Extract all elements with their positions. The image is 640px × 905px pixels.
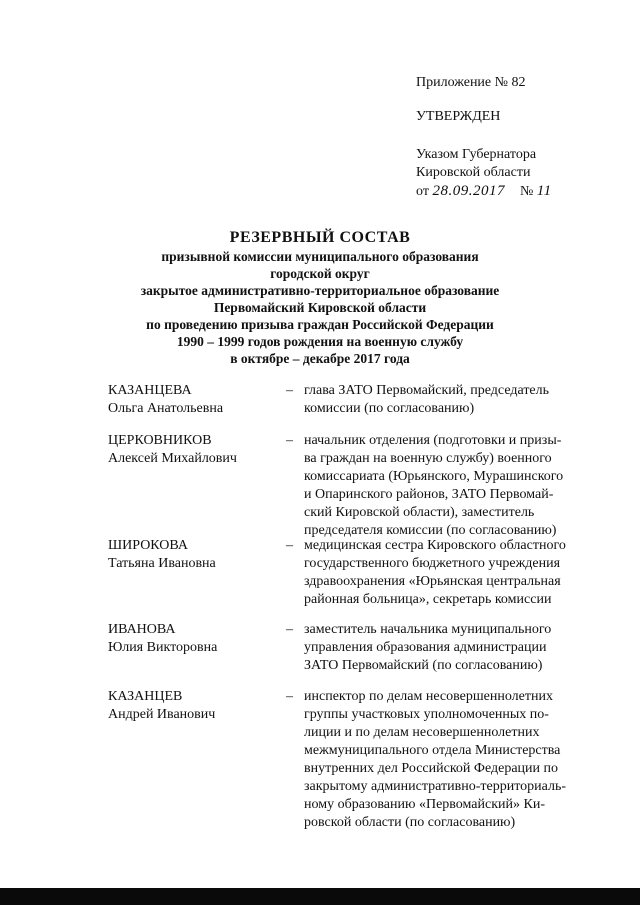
role-line: ский Кировской области), заместитель [304, 505, 535, 520]
member-role [304, 621, 640, 675]
member-given-name: Андрей Иванович [108, 707, 216, 722]
member-surname: КАЗАНЦЕВА [108, 383, 192, 398]
member-given-name: Ольга Анатольевна [108, 401, 224, 416]
role-line: государственного бюджетного учреждения [304, 556, 561, 571]
title-line-5: по проведению призыва граждан Российской Федерации [146, 317, 494, 332]
role-line: группы участковых уполномоченных по- [304, 707, 549, 722]
member-role [304, 688, 640, 832]
dash-separator: – [286, 538, 293, 553]
member-name [108, 537, 278, 573]
role-line: межмуниципального отдела Министерства [304, 743, 561, 758]
member-given-name: Юлия Викторовна [108, 640, 218, 655]
number-prefix: № [519, 184, 534, 199]
role-line: ва граждан на военную службу) военного [304, 451, 552, 466]
role-line: управления образования администрации [304, 640, 547, 655]
title-line-2: городской округ [270, 266, 370, 281]
role-line: начальник отделения (подготовки и призы- [304, 433, 562, 448]
handwritten-date: 28.09.2017 [432, 183, 505, 199]
appendix-block [416, 74, 526, 92]
role-line: и Опаринского районов, ЗАТО Первомай- [304, 487, 554, 502]
decree-line-2: Кировской области [416, 165, 531, 180]
decree-block [416, 146, 552, 201]
member-given-name: Алексей Михайлович [108, 451, 237, 466]
role-line: медицинская сестра Кировского областного [304, 538, 566, 553]
decree-line-1: Указом Губернатора [416, 147, 537, 162]
member-surname: ИВАНОВА [108, 622, 176, 637]
member-role [304, 432, 640, 540]
member-surname: КАЗАНЦЕВ [108, 689, 183, 704]
role-line: районная больница», секретарь комиссии [304, 592, 552, 607]
scan-border-bar [0, 888, 640, 905]
dash-separator: – [286, 622, 293, 637]
role-line: инспектор по делам несовершеннолетних [304, 689, 553, 704]
role-line: председателя комиссии (по согласованию) [304, 523, 557, 538]
title-line-4: Первомайский Кировской области [213, 300, 427, 315]
member-surname: ШИРОКОВА [108, 538, 188, 553]
member-name [108, 621, 278, 657]
role-line: ЗАТО Первомайский (по согласованию) [304, 658, 543, 673]
member-role [304, 382, 640, 418]
document-title [0, 228, 640, 367]
dash-separator: – [286, 383, 293, 398]
role-line: ровской области (по согласованию) [304, 815, 516, 830]
decree-date-line [416, 182, 552, 201]
member-name [108, 382, 278, 418]
title-line-7: в октябре – декабре 2017 года [230, 351, 410, 366]
dash-separator: – [286, 689, 293, 704]
member-name [108, 688, 278, 724]
role-line: глава ЗАТО Первомайский, председатель [304, 383, 550, 398]
member-surname: ЦЕРКОВНИКОВ [108, 433, 212, 448]
title-line-3: закрытое административно-территориальное образование [140, 283, 500, 298]
approval-block [416, 108, 500, 126]
role-line: заместитель начальника муниципального [304, 622, 552, 637]
member-role [304, 537, 640, 609]
role-line: закрытому административно-территориаль- [304, 779, 567, 794]
role-line: комиссии (по согласованию) [304, 401, 475, 416]
title-line-1: призывной комиссии муниципального образования [161, 249, 479, 264]
date-prefix: от [416, 184, 429, 199]
role-line: комиссариата (Юрьянского, Мурашинского [304, 469, 564, 484]
role-line: внутренних дел Российской Федерации по [304, 761, 559, 776]
dash-separator: – [286, 433, 293, 448]
approved-label: УТВЕРЖДЕН [416, 109, 501, 124]
member-name [108, 432, 278, 468]
role-line: лиции и по делам несовершеннолетних [304, 725, 540, 740]
title-line-6: 1990 – 1999 годов рождения на военную службу [176, 334, 464, 349]
title-main: РЕЗЕРВНЫЙ СОСТАВ [229, 229, 411, 246]
role-line: здравоохранения «Юрьянская центральная [304, 574, 561, 589]
handwritten-number: 11 [536, 183, 552, 199]
member-given-name: Татьяна Ивановна [108, 556, 216, 571]
role-line: ному образованию «Первомайский» Ки- [304, 797, 545, 812]
appendix-number: Приложение № 82 [416, 75, 526, 90]
